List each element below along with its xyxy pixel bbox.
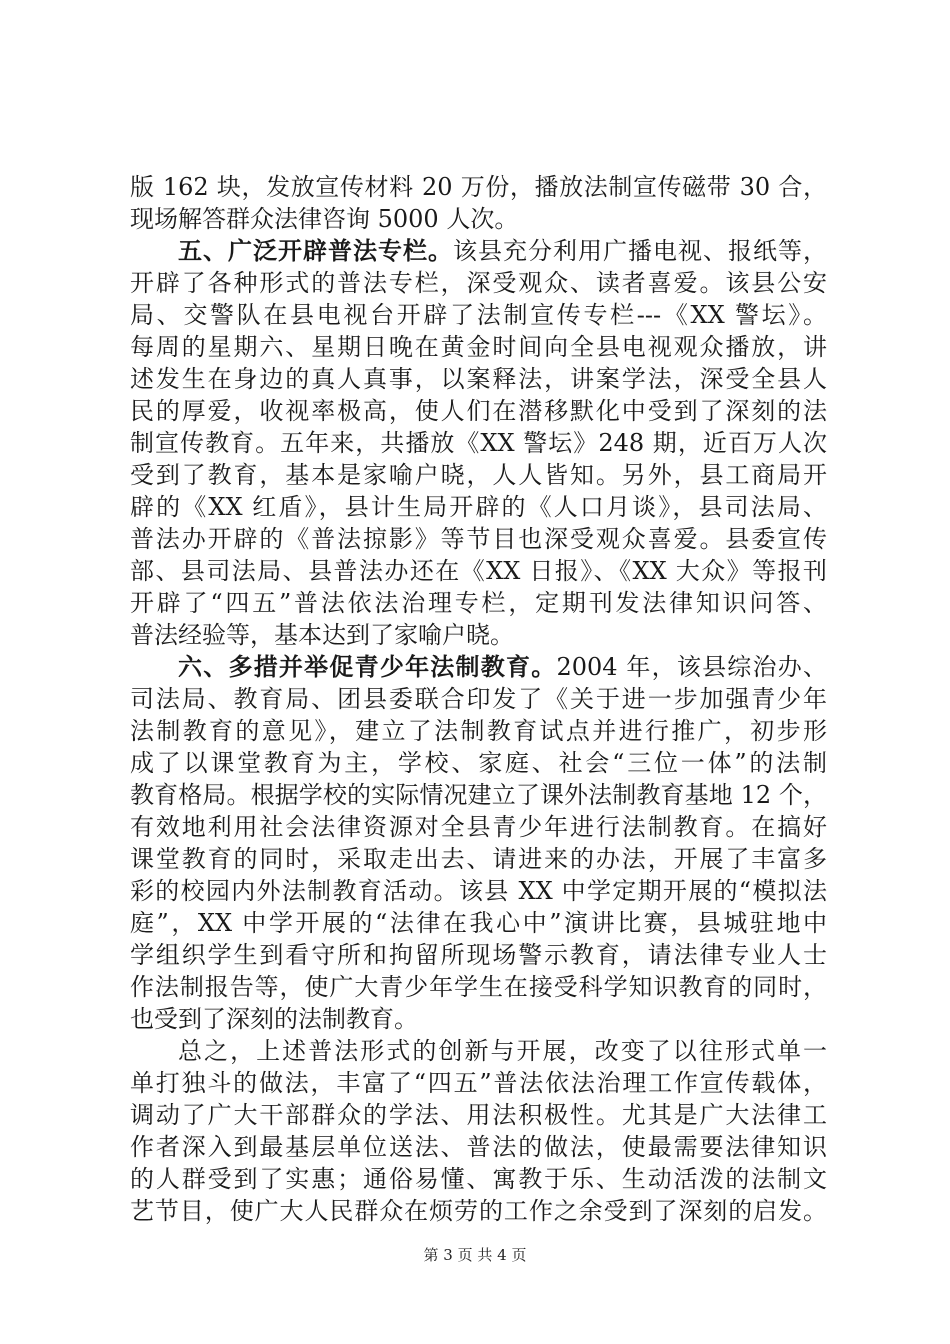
text-line — [130, 651, 827, 683]
document-body — [130, 171, 827, 1227]
text-line — [130, 491, 827, 523]
line-text: 艺节目，使广大人民群众在烦劳的工作之余受到了深刻的启发。 — [130, 1197, 827, 1225]
line-text: 现场解答群众法律咨询 5000 人次。 — [130, 205, 519, 233]
text-line — [130, 683, 827, 715]
line-text: 彩的校园内外法制教育活动。该县 XX 中学定期开展的“模拟法 — [130, 877, 827, 905]
text-line — [130, 875, 827, 907]
text-line — [130, 171, 827, 203]
line-text: 学组织学生到看守所和拘留所现场警示教育，请法律专业人士 — [130, 941, 827, 969]
line-text: 教育格局。根据学校的实际情况建立了课外法制教育基地 12 个， — [130, 781, 827, 809]
text-line — [130, 619, 827, 651]
text-line — [130, 1035, 827, 1067]
line-text: 制宣传教育。五年来，共播放《XX 警坛》248 期，近百万人次 — [130, 429, 827, 457]
line-text: 课堂教育的同时，采取走出去、请进来的办法，开展了丰富多 — [130, 845, 827, 873]
line-text: 民的厚爱，收视率极高，使人们在潜移默化中受到了深刻的法 — [130, 397, 827, 425]
line-text: 单打独斗的做法，丰富了“四五”普法依法治理工作宣传载体， — [130, 1069, 827, 1097]
line-text: 作者深入到最基层单位送法、普法的做法，使最需要法律知识 — [130, 1133, 827, 1161]
line-text: 该县充分利用广播电视、报纸等， — [453, 237, 827, 265]
text-line — [130, 1195, 827, 1227]
line-text: 总之，上述普法形式的创新与开展，改变了以往形式单一 — [178, 1037, 827, 1065]
line-text: 开辟了“四五”普法依法治理专栏，定期刊发法律知识问答、 — [130, 589, 827, 617]
page-footer: 第 3 页 共 4 页 — [423, 1246, 527, 1264]
text-line — [130, 587, 827, 619]
line-text: 成了以课堂教育为主，学校、家庭、社会“三位一体”的法制 — [130, 749, 827, 777]
text-line — [130, 1067, 827, 1099]
text-line — [130, 779, 827, 811]
line-text: 有效地利用社会法律资源对全县青少年进行法制教育。在搞好 — [130, 813, 827, 841]
text-line — [130, 427, 827, 459]
text-line — [130, 1131, 827, 1163]
section-heading: 六、多措并举促青少年法制教育。 — [178, 652, 557, 681]
line-text: 述发生在身边的真人真事，以案释法，讲案学法，深受全县人 — [130, 365, 827, 393]
line-text: 每周的星期六、星期日晚在黄金时间向全县电视观众播放，讲 — [130, 333, 827, 361]
line-text: 普法办开辟的《普法掠影》等节目也深受观众喜爱。县委宣传 — [130, 525, 827, 553]
line-text: 局、交警队在县电视台开辟了法制宣传专栏---《XX 警坛》。 — [130, 301, 827, 329]
line-text: 部、县司法局、县普法办还在《XX 日报》、《XX 大众》等报刊 — [130, 557, 827, 585]
text-line — [130, 523, 827, 555]
line-text: 开辟了各种形式的普法专栏，深受观众、读者喜爱。该县公安 — [130, 269, 827, 297]
text-line — [130, 395, 827, 427]
line-text: 版 162 块，发放宣传材料 20 万份，播放法制宣传磁带 30 合， — [130, 173, 827, 201]
line-text: 普法经验等，基本达到了家喻户晓。 — [130, 621, 514, 649]
text-line — [130, 939, 827, 971]
text-line — [130, 747, 827, 779]
line-text: 辟的《XX 红盾》，县计生局开辟的《人口月谈》，县司法局、 — [130, 493, 827, 521]
line-text: 2004 年，该县综治办、 — [556, 653, 827, 681]
line-text: 的人群受到了实惠；通俗易懂、寓教于乐、生动活泼的法制文 — [130, 1165, 827, 1193]
line-text: 作法制报告等，使广大青少年学生在接受科学知识教育的同时， — [130, 973, 827, 1001]
section-heading: 五、广泛开辟普法专栏。 — [178, 236, 453, 265]
line-text: 调动了广大干部群众的学法、用法积极性。尤其是广大法律工 — [130, 1101, 827, 1129]
text-line — [130, 1099, 827, 1131]
text-line — [130, 235, 827, 267]
text-line — [130, 459, 827, 491]
text-line — [130, 843, 827, 875]
text-line — [130, 267, 827, 299]
line-text: 司法局、教育局、团县委联合印发了《关于进一步加强青少年 — [130, 685, 827, 713]
text-line — [130, 363, 827, 395]
text-line — [130, 1163, 827, 1195]
line-text: 受到了教育，基本是家喻户晓，人人皆知。另外，县工商局开 — [130, 461, 827, 489]
line-text: 也受到了深刻的法制教育。 — [130, 1005, 418, 1033]
text-line — [130, 1003, 827, 1035]
text-line — [130, 299, 827, 331]
text-line — [130, 971, 827, 1003]
line-text: 法制教育的意见》，建立了法制教育试点并进行推广，初步形 — [130, 717, 827, 745]
text-line — [130, 907, 827, 939]
line-text: 庭”，XX 中学开展的“法律在我心中”演讲比赛，县城驻地中 — [130, 909, 827, 937]
text-line — [130, 555, 827, 587]
text-line — [130, 331, 827, 363]
text-line — [130, 811, 827, 843]
text-line — [130, 203, 827, 235]
text-line — [130, 715, 827, 747]
